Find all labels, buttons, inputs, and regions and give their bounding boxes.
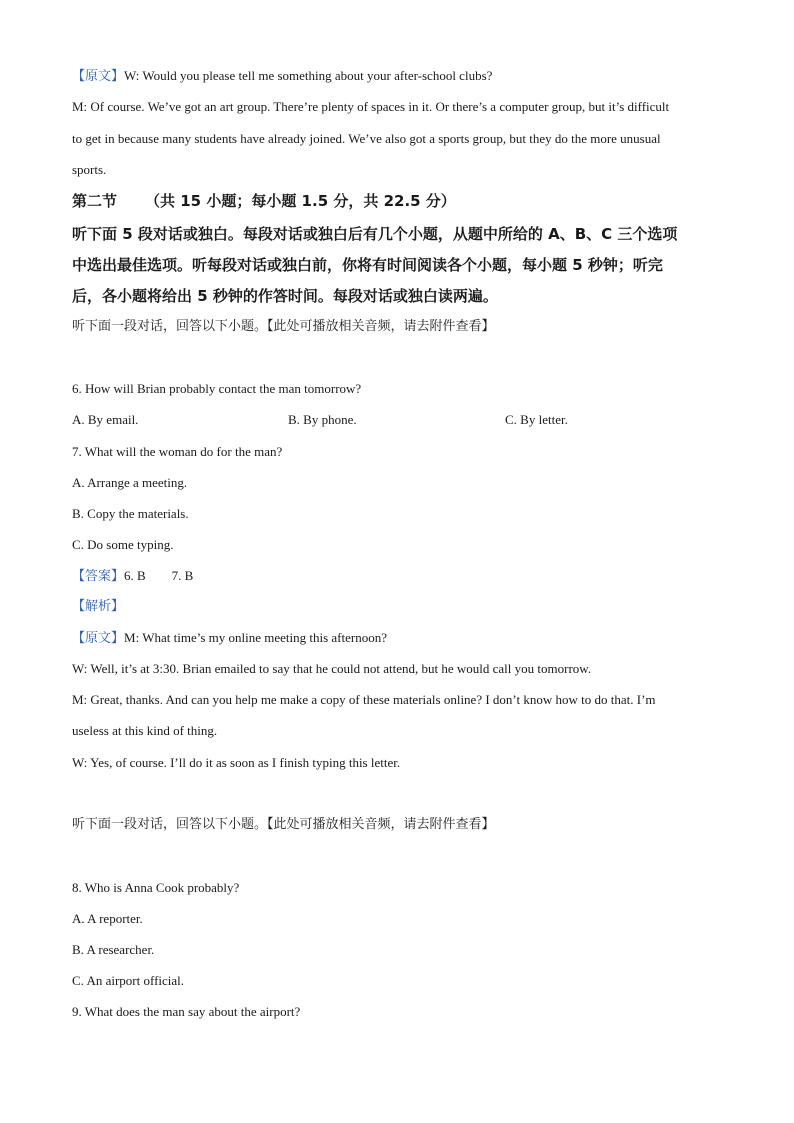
section-title: 第二节 — [72, 192, 118, 210]
transcript-line: M: Great, thanks. And can you help me make a copy of these materials online? I don’t know how to do that. I’m — [72, 692, 656, 707]
section-instruction: 听下面 5 段对话或独白。每段对话或独白后有几个小题，从题中所给的 A、B、C 三个选项 — [72, 225, 678, 243]
transcript-tag: 【原文】 — [72, 631, 125, 646]
transcript-line — [72, 67, 492, 86]
listen-prompt: 听下面一段对话，回答以下小题。【此处可播放相关音频，请去附件查看】 — [72, 817, 495, 832]
listen-prompt: 听下面一段对话，回答以下小题。【此处可播放相关音频，请去附件查看】 — [72, 319, 495, 334]
q7-option-b: B. Copy the materials. — [72, 506, 189, 521]
transcript-line — [72, 629, 387, 648]
transcript-line: W: Well, it’s at 3:30. Brian emailed to say that he could not attend, but he would call you tomorrow. — [72, 661, 592, 676]
q6-option-c: C. By letter. — [505, 412, 568, 427]
q8-option-c: C. An airport official. — [72, 973, 185, 988]
question-7: 7. What will the woman do for the man? — [72, 444, 283, 459]
answer-line — [72, 567, 193, 586]
answer-values: 6. B 7. B — [124, 568, 194, 583]
analysis-tag: 【解析】 — [72, 599, 125, 614]
transcript-line: sports. — [72, 162, 107, 177]
transcript-line: to get in because many students have already joined. We’ve also got a sports group, but they do the more unusual — [72, 131, 661, 146]
transcript-text: W: Would you please tell me something about your after-school clubs? — [124, 68, 493, 83]
q6-option-b: B. By phone. — [288, 412, 357, 427]
transcript-text: M: What time’s my online meeting this afternoon? — [124, 630, 387, 645]
question-6: 6. How will Brian probably contact the man tomorrow? — [72, 381, 362, 396]
section-instruction: 后，各小题将给出 5 秒钟的作答时间。每段对话或独白读两遍。 — [72, 287, 498, 305]
transcript-line: W: Yes, of course. I’ll do it as soon as I finish typing this letter. — [72, 755, 401, 770]
question-9: 9. What does the man say about the airport? — [72, 1004, 301, 1019]
q6-option-a: A. By email. — [72, 412, 139, 427]
transcript-tag: 【原文】 — [72, 69, 125, 84]
transcript-line: M: Of course. We’ve got an art group. There’re plenty of spaces in it. Or there’s a computer group, but it’s difficult — [72, 99, 670, 114]
section-instruction: 中选出最佳选项。听每段对话或独白前，你将有时间阅读各个小题，每小题 5 秒钟；听完 — [72, 256, 663, 274]
section-heading — [72, 192, 456, 210]
transcript-line: useless at this kind of thing. — [72, 723, 218, 738]
q7-option-c: C. Do some typing. — [72, 537, 174, 552]
answer-tag: 【答案】 — [72, 569, 125, 584]
section-scoring: （共 15 小题；每小题 1.5 分，共 22.5 分） — [145, 192, 456, 210]
q8-option-a: A. A reporter. — [72, 911, 143, 926]
q7-option-a: A. Arrange a meeting. — [72, 475, 188, 490]
question-8: 8. Who is Anna Cook probably? — [72, 880, 240, 895]
q8-option-b: B. A researcher. — [72, 942, 155, 957]
